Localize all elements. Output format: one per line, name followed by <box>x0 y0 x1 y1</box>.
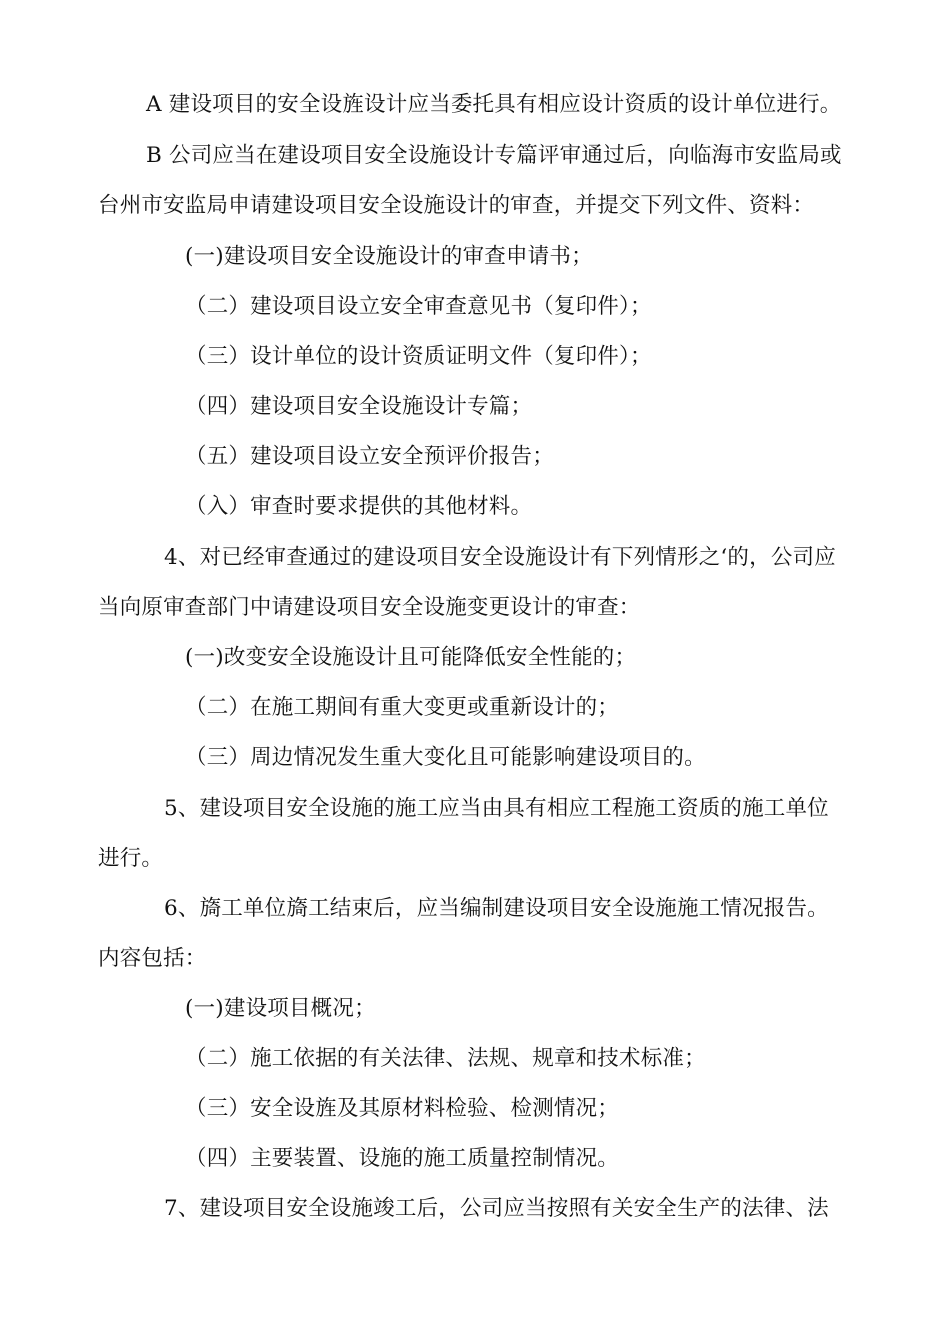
paragraph-line: 进行。 <box>98 846 164 871</box>
paragraph-line: 当向原审查部门中请建设项目安全设施变更设计的审查： <box>98 595 641 620</box>
list-item: （三）周边情况发生重大变化且可能影响建设项目的。 <box>185 745 706 770</box>
paragraph-line: 5、建设项目安全设施的施工应当由具有相应工程施工资质的施工单位 <box>164 796 829 821</box>
paragraph-line: 7、建设项目安全设施竣工后，公司应当按照有关安全生产的法律、法 <box>164 1196 829 1221</box>
paragraph-line: A 建设项目的安全设旌设计应当委托具有相应设计资质的设计单位进行。 <box>146 92 842 117</box>
paragraph-line: 6、旖工单位旖工结束后，应当编制建设项目安全设施施工情况报告。 <box>164 896 829 921</box>
list-item: （三）设计单位的设计资质证明文件（复印件）； <box>185 344 652 369</box>
list-item: （二）建设项目设立安全审查意见书（复印件）； <box>185 294 652 319</box>
list-item: (一)建设项目概况； <box>185 996 376 1021</box>
list-item: （五）建设项目设立安全预评价报告； <box>185 444 554 469</box>
list-item: (一)改变安全设施设计且可能降低安全性能的； <box>185 645 637 670</box>
list-item: (一)建设项目安全设施设计的审查申请书； <box>185 244 593 269</box>
list-item: （入）审查时要求提供的其他材料。 <box>185 494 533 519</box>
list-item: （四）主要装置、设施的施工质量控制情况。 <box>185 1146 620 1171</box>
paragraph-line: 内容包括： <box>98 946 207 971</box>
list-item: （二）施工依据的有关法律、法规、规章和技术标准； <box>185 1046 706 1071</box>
paragraph-line: B 公司应当在建设项目安全设施设计专篇评审通过后，向临海市安监局或 <box>146 143 842 168</box>
list-item: （四）建设项目安全设施设计专篇； <box>185 394 533 419</box>
paragraph-line: 台州市安监局申请建设项目安全设施设计的审查，并提交下列文件、资料： <box>98 193 815 218</box>
paragraph-line: 4、对已经审查通过的建设项目安全设施设计有下列情形之‘的，公司应 <box>164 545 836 570</box>
list-item: （三）安全设旌及其原材料检验、检测情况； <box>185 1096 620 1121</box>
list-item: （二）在施工期间有重大变更或重新设计的； <box>185 695 620 720</box>
